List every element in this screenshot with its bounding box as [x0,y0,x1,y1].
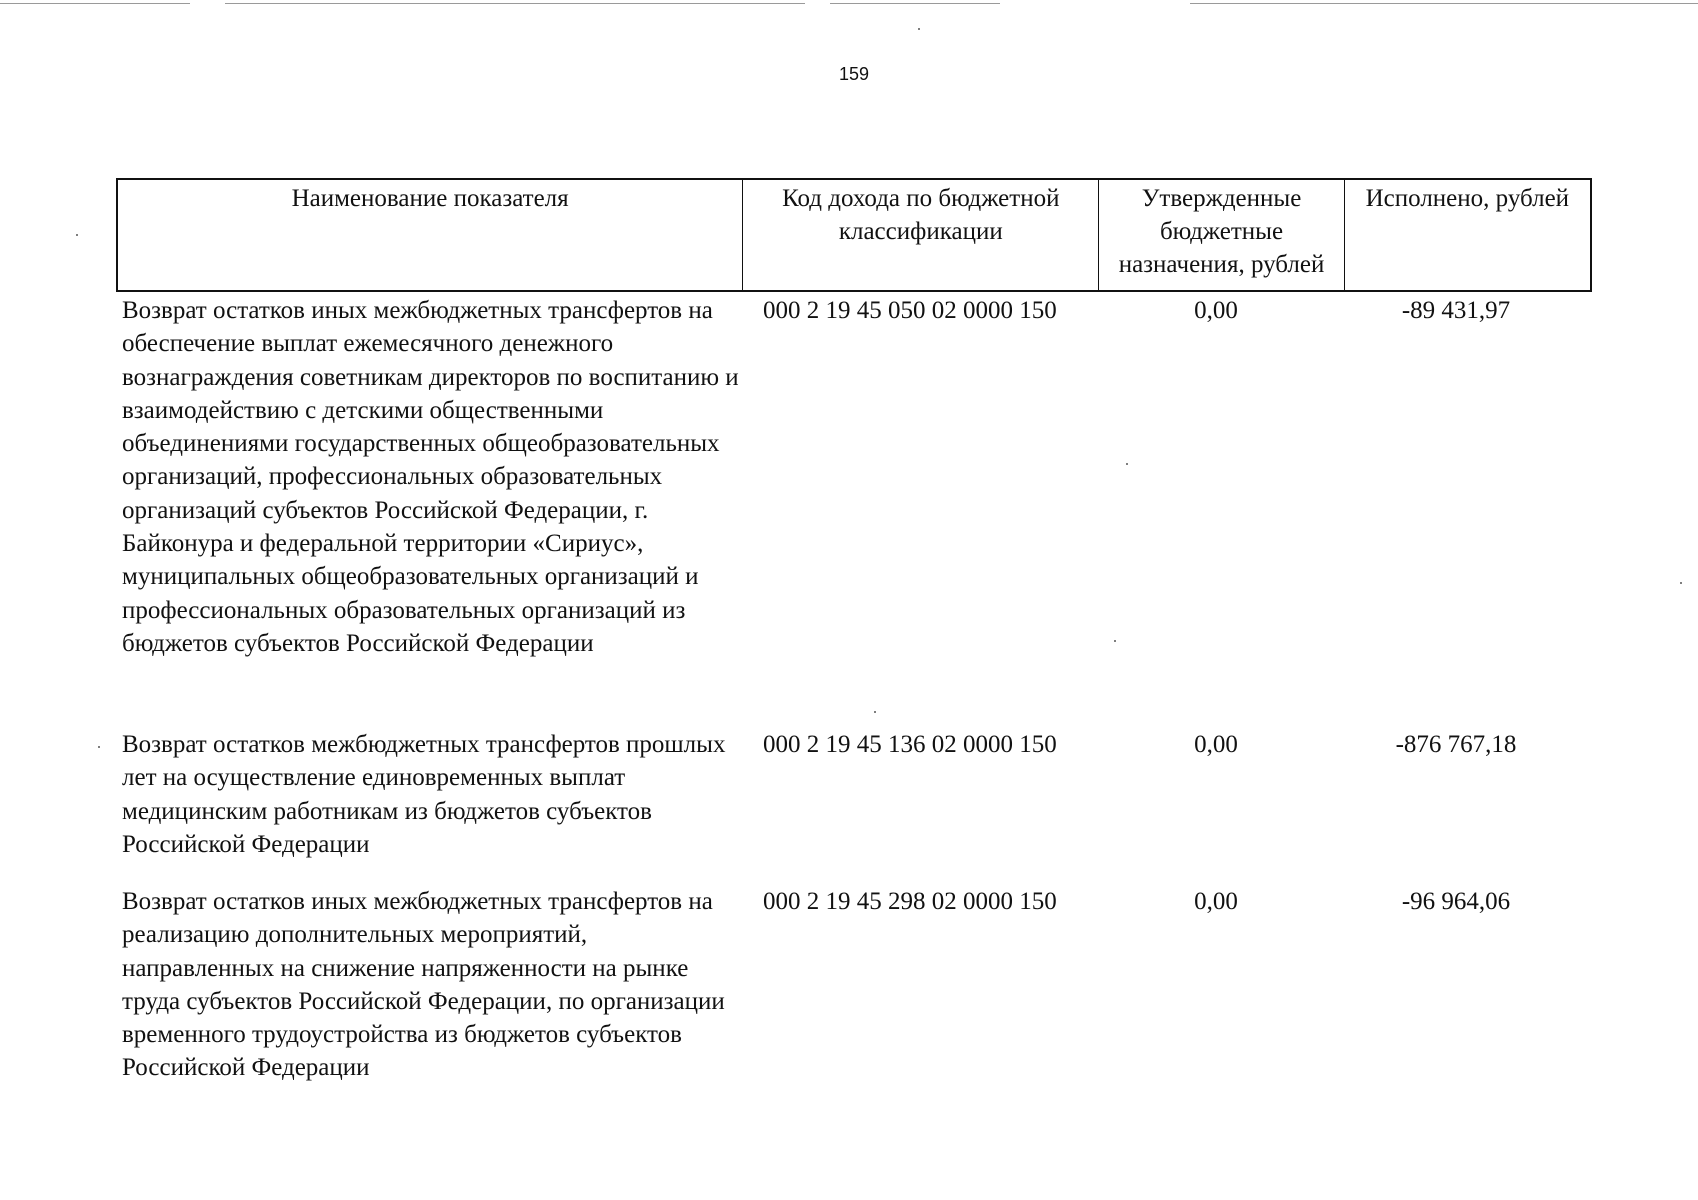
row-executed: -876 767,18 [1395,731,1517,758]
scan-speck [1114,640,1116,642]
row-name: Возврат остатков межбюджетных трансфертов прошлых лет на осуществление единовременных выплат медицинским работникам из бюджетов субъектов Российской Федерации [122,731,726,858]
scan-speck [98,746,100,748]
header-code: Код дохода по бюджетной классификации [743,180,1099,290]
scan-speck [918,28,920,30]
scan-speck [76,234,78,236]
table-header [116,178,1592,292]
scan-speck [874,711,876,713]
scan-speck [1126,463,1128,465]
row-code: 000 2 19 45 136 02 0000 150 [763,731,1057,758]
scan-line [225,3,805,4]
row-executed: -96 964,06 [1401,888,1511,915]
scan-line [0,3,190,4]
row-name: Возврат остатков иных межбюджетных трансфертов на обеспечение выплат ежемесячного денежного вознаграждения советникам директоров по воспитанию и взаимодействию с детскими общественными объединениями государственных общеобразовательных организаций, профессиональных образовательных организаций субъектов Российской Федерации, г. Байконура и федеральной территории «Сириус», муниципальных общеобразовательных организаций и профессиональных образовательных организаций из бюджетов субъектов Российской Федерации [122,297,739,657]
scan-speck [1680,582,1682,584]
table-row [116,294,1592,660]
table-row [116,885,1592,1085]
row-approved: 0,00 [1194,297,1238,324]
header-approved: Утвержденные бюджетные назначения, рублей [1099,180,1344,290]
page-number: 159 [838,64,870,84]
scan-line [1190,3,1698,4]
row-code: 000 2 19 45 298 02 0000 150 [763,888,1057,915]
row-name: Возврат остатков иных межбюджетных трансфертов на реализацию дополнительных мероприятий, направленных на снижение напряженности на рынке труда субъектов Российской Федерации, по организации временного трудоустройства из бюджетов субъектов Российской Федерации [122,888,725,1082]
row-code: 000 2 19 45 050 02 0000 150 [763,297,1057,324]
scan-line [830,3,1000,4]
row-approved: 0,00 [1194,888,1238,915]
header-executed: Исполнено, рублей [1365,185,1570,212]
row-approved: 0,00 [1194,731,1238,758]
header-name: Наименование показателя [118,180,743,290]
table-row [116,728,1592,861]
row-executed: -89 431,97 [1401,297,1511,324]
